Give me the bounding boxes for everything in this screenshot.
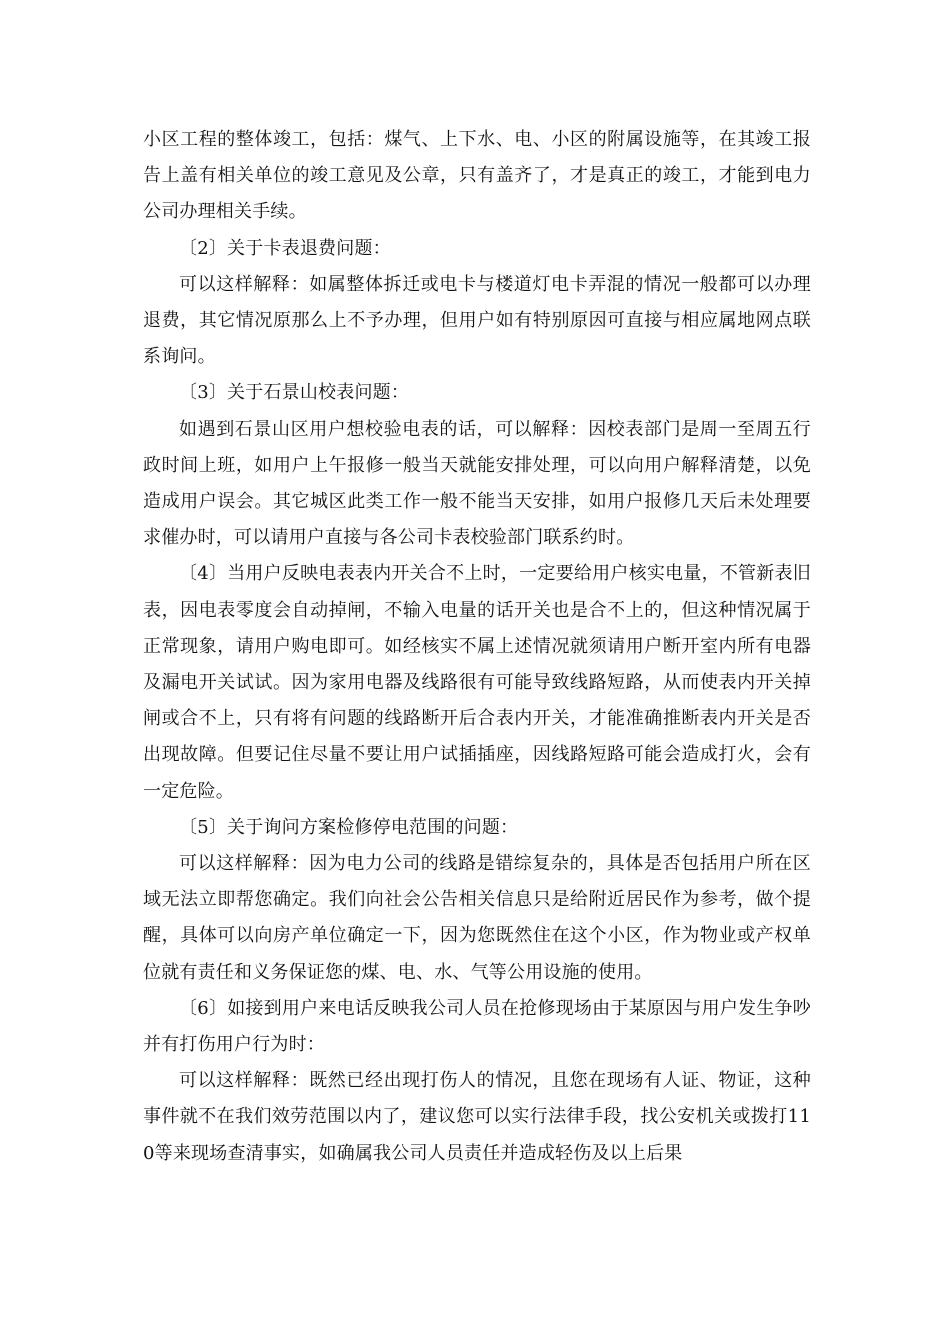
section-heading-2: 〔2〕关于卡表退费问题： — [179, 237, 391, 259]
section-heading-5: 〔5〕关于询问方案检修停电范围的问题： — [179, 816, 519, 838]
paragraph-explanation-2: 可以这样解释：如属整体拆迁或电卡与楼道灯电卡弄混的情况一般都可以办理退费，其它情况原那么上不予办理，但用户如有特别原因可直接与相应属地网点联系询问。 — [143, 273, 811, 368]
section-heading-6: 〔6〕如接到用户来电话反映我公司人员在抢修现场由于某原因与用户发生争吵并有打伤用户行为时： — [143, 997, 811, 1056]
section-heading-3: 〔3〕关于石景山校表问题： — [179, 382, 410, 404]
paragraph-continuation: 小区工程的整体竣工，包括：煤气、上下水、电、小区的附属设施等，在其竣工报告上盖有相关单位的竣工意见及公章，只有盖齐了，才是真正的竣工，才能到电力公司办理相关手续。 — [143, 129, 811, 223]
paragraph-explanation-6: 可以这样解释：既然已经出现打伤人的情况，且您在现场有人证、物证，这种事件就不在我们效劳范围以内了，建议您可以实行法律手段，找公安机关或拨打110等来现场查清事实，如确属我公司人员责任并造成轻伤及以上后果 — [143, 1070, 811, 1164]
paragraph-explanation-5: 可以这样解释：因为电力公司的线路是错综复杂的，具体是否包括用户所在区域无法立即帮您确定。我们向社会公告相关信息只是给附近居民作为参考，做个提醒，具体可以向房产单位确定一下，因为您既然住在这个小区，作为物业或产权单位就有责任和义务保证您的煤、电、水、气等公用设施的使用。 — [143, 853, 811, 983]
paragraph-item-4: 〔4〕当用户反映电表表内开关合不上时，一定要给用户核实电量，不管新表旧表，因电表零度会自动掉闸，不输入电量的话开关也是合不上的，但这种情况属于正常现象，请用户购电即可。如经核实不属上述情况就须请用户断开室内所有电器及漏电开关试试。因为家用电器及线路很有可能导致线路短路，从而使表内开关掉闸或合不上，只有将有问题的线路断开后合表内开关，才能准确推断表内开关是否出现故障。但要记住尽量不要让用户试插插座，因线路短路可能会造成打火，会有一定危险。 — [143, 563, 811, 802]
document-body — [143, 122, 811, 1172]
paragraph-explanation-3: 如遇到石景山区用户想校验电表的话，可以解释：因校表部门是周一至周五行政时间上班，如用户上午报修一般当天就能安排处理，可以向用户解释清楚，以免造成用户误会。其它城区此类工作一般不能当天安排，如用户报修几天后未处理要求催办时，可以请用户直接与各公司卡表校验部门联系约时。 — [143, 418, 811, 549]
